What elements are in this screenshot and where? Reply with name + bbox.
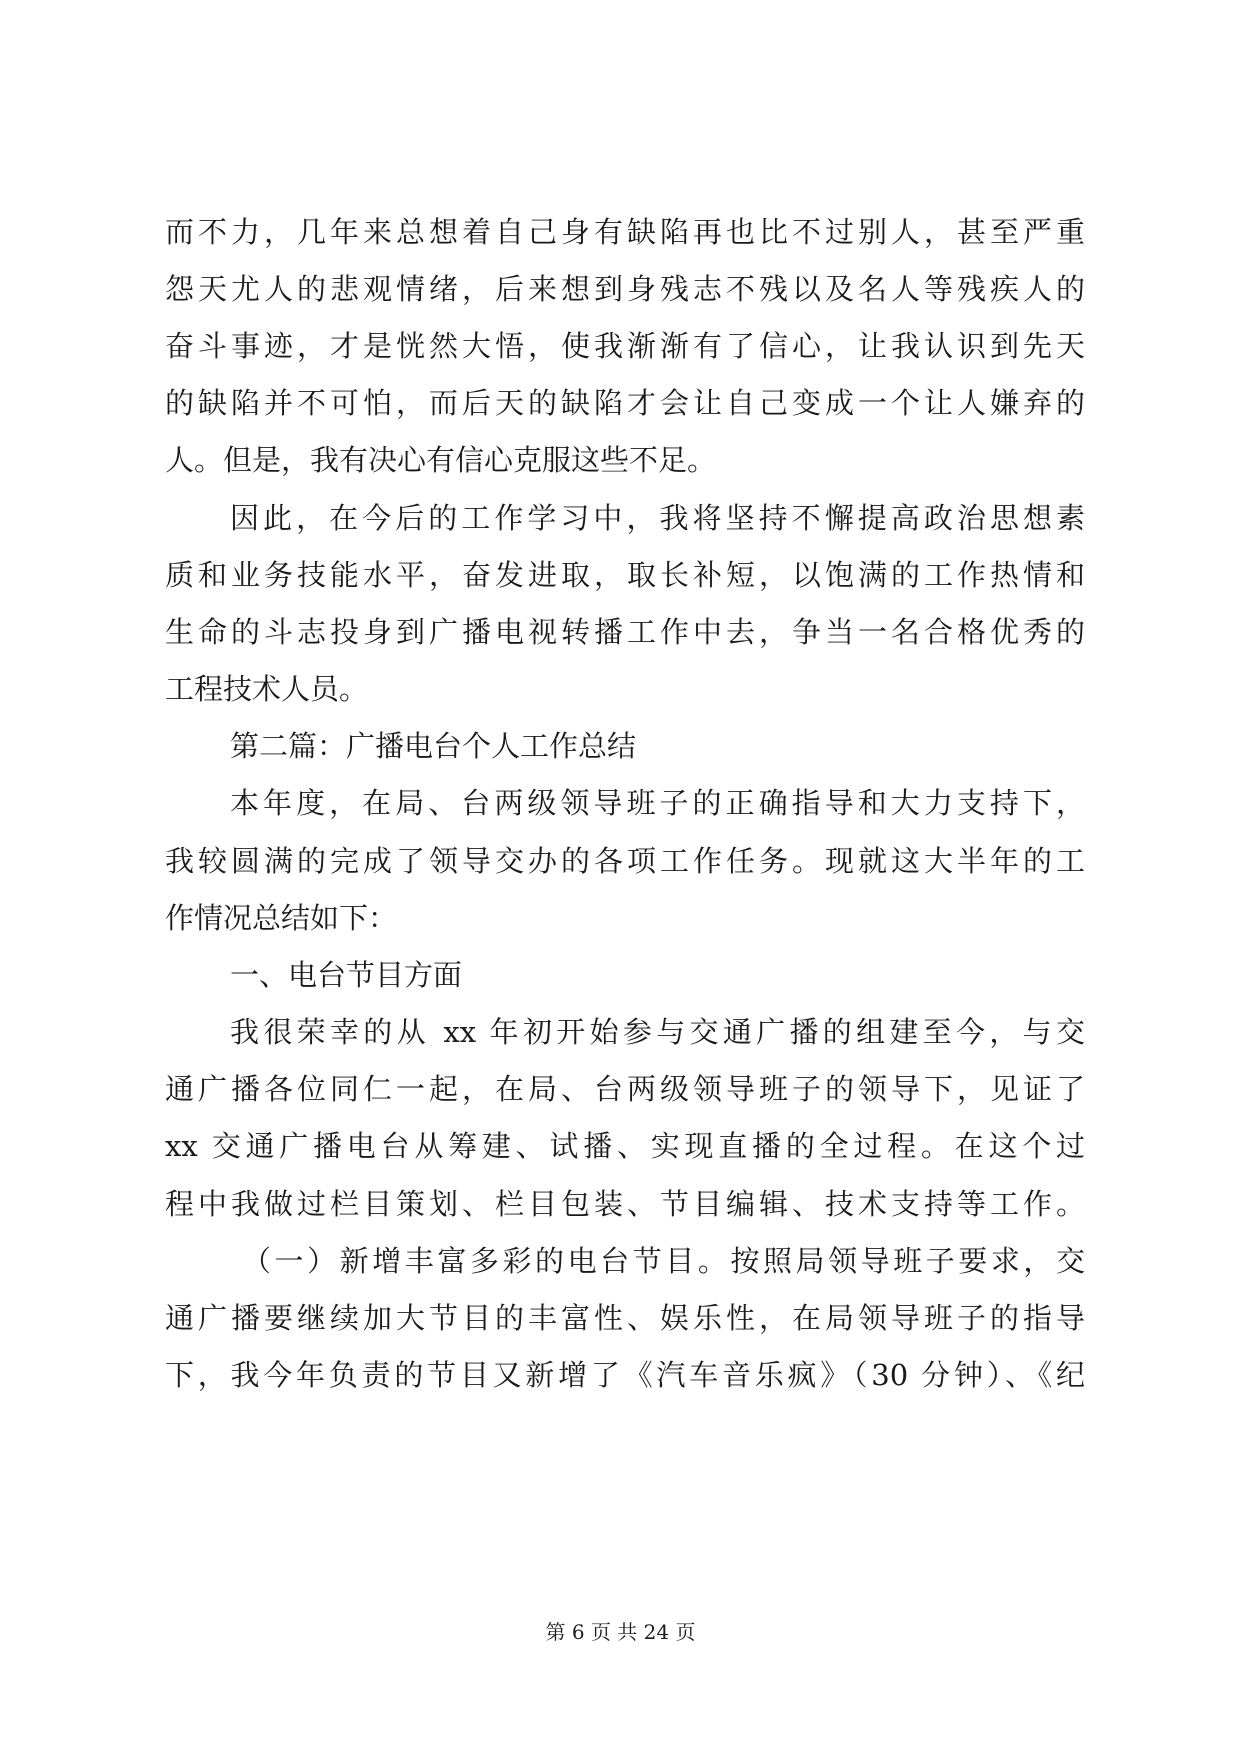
paragraph-start-line: 本年度，在局、台两级领导班子的正确指导和大力支持下，	[230, 786, 1085, 820]
subsection-heading: 一、电台节目方面	[230, 958, 463, 992]
body-text-line: 的缺陷并不可怕，而后天的缺陷才会让自己变成一个让人嫌弃的	[165, 386, 1085, 420]
body-text-line: 下，我今年负责的节目又新增了《汽车音乐疯》（30 分钟）、《纪	[165, 1358, 1085, 1392]
paragraph-start-line: （一）新增丰富多彩的电台节目。按照局领导班子要求，交	[242, 1244, 1085, 1278]
body-text-line: 人。但是，我有决心有信心克服这些不足。	[165, 443, 717, 477]
body-text-line: 生命的斗志投身到广播电视转播工作中去，争当一名合格优秀的	[165, 615, 1085, 649]
section-heading: 第二篇：广播电台个人工作总结	[230, 729, 637, 763]
body-text-line: 质和业务技能水平，奋发进取，取长补短，以饱满的工作热情和	[165, 558, 1085, 592]
body-text-line: 而不力，几年来总想着自己身有缺陷再也比不过别人，甚至严重	[165, 215, 1085, 249]
body-text-line: xx 交通广播电台从筹建、试播、实现直播的全过程。在这个过	[165, 1129, 1085, 1163]
page-number-footer: 第 6 页 共 24 页	[545, 1620, 696, 1644]
body-text-line: 奋斗事迹，才是恍然大悟，使我渐渐有了信心，让我认识到先天	[165, 329, 1085, 363]
body-text-line: 通广播各位同仁一起，在局、台两级领导班子的领导下，见证了	[165, 1072, 1085, 1106]
body-text-line: 通广播要继续加大节目的丰富性、娱乐性，在局领导班子的指导	[165, 1301, 1085, 1335]
body-text-line: 程中我做过栏目策划、栏目包装、节目编辑、技术支持等工作。	[165, 1187, 1085, 1221]
body-text-line: 作情况总结如下：	[165, 901, 398, 935]
body-text-line: 我较圆满的完成了领导交办的各项工作任务。现就这大半年的工	[165, 844, 1085, 878]
paragraph-start-line: 因此，在今后的工作学习中，我将坚持不懈提高政治思想素	[230, 501, 1085, 535]
paragraph-start-line: 我很荣幸的从 xx 年初开始参与交通广播的组建至今，与交	[230, 1015, 1085, 1049]
body-text-line: 怨天尤人的悲观情绪，后来想到身残志不残以及名人等残疾人的	[165, 272, 1085, 306]
body-text-line: 工程技术人员。	[165, 672, 369, 706]
